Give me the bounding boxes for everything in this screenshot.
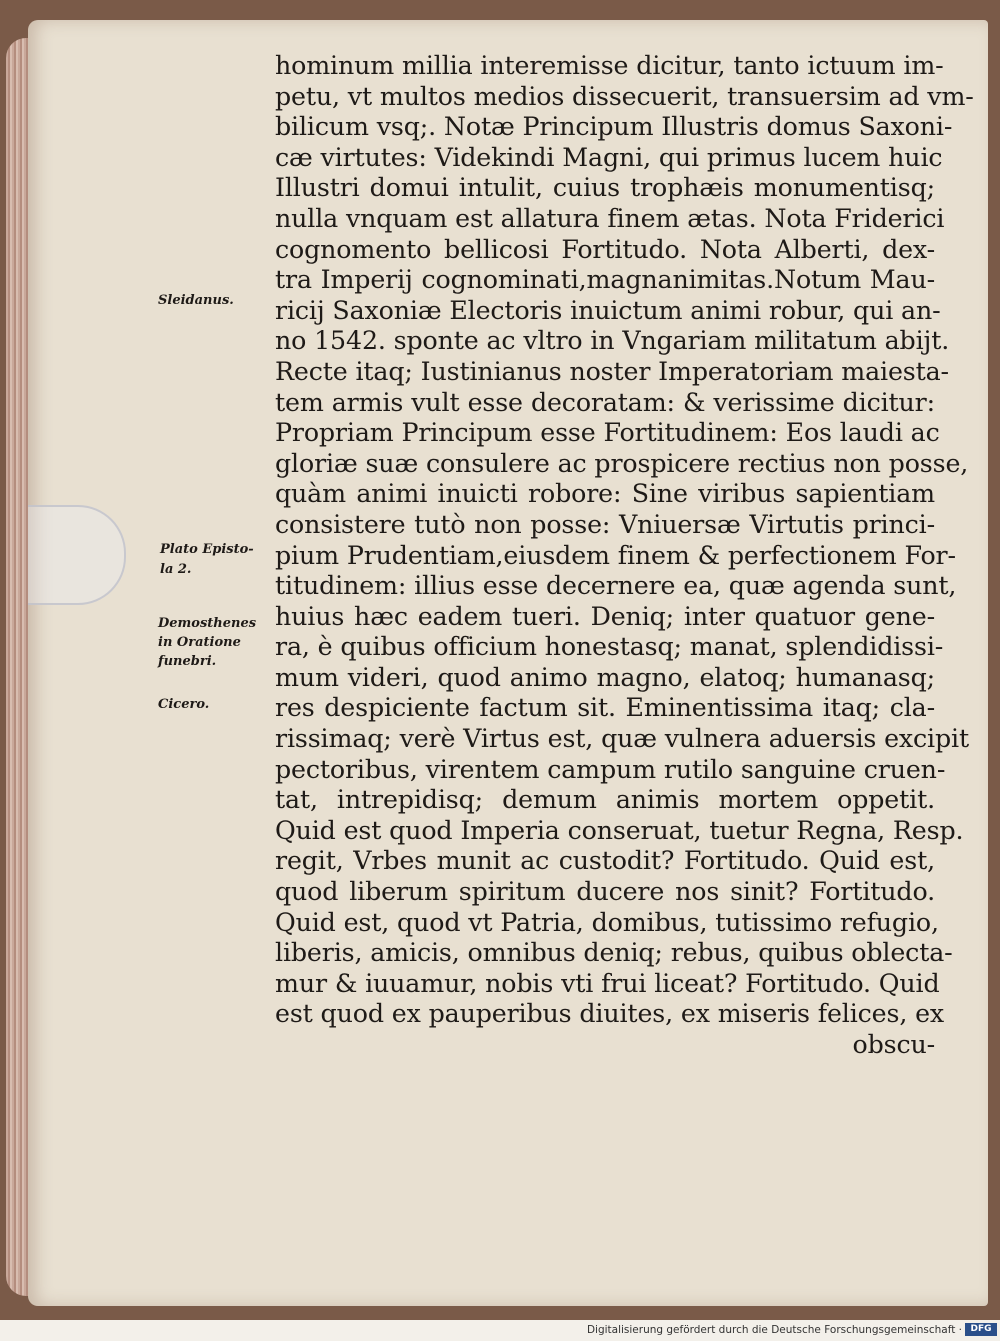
catchword: obscu- xyxy=(852,1030,935,1059)
text-line: pium Prudentiam,eiusdem finem & perfectionem For- xyxy=(275,540,956,570)
marginal-note-sleidanus: Sleidanus. xyxy=(158,293,234,308)
text-line: consistere tutò non posse: Vniuersæ Virtutis princi- xyxy=(275,509,935,539)
footer-credit: Digitalisierung gefördert durch die Deutsche Forschungsgemeinschaft · xyxy=(586,1324,962,1336)
marginal-note-plato-1: Plato Episto- xyxy=(160,542,254,557)
marginal-note-demosthenes-3: funebri. xyxy=(158,654,217,669)
text-line: petu, vt multos medios dissecuerit, transuersim ad vm- xyxy=(275,81,974,111)
text-line: tra Imperij cognominati,magnanimitas.Notum Mau- xyxy=(275,265,935,295)
text-line: mum videri, quod animo magno, elatoq; humanasq; xyxy=(275,662,935,692)
text-line: bilicum vsq;. Notæ Principum Illustris domus Saxoni- xyxy=(275,112,953,142)
footer-bar xyxy=(0,1320,1000,1341)
text-line: nulla vnquam est allatura finem ætas. Nota Friderici xyxy=(275,203,945,233)
text-line: mur & iuuamur, nobis vti frui liceat? Fortitudo. Quid xyxy=(275,968,940,998)
marginal-note-demosthenes-1: Demosthenes xyxy=(158,616,257,631)
dfg-logo-icon: DFG xyxy=(965,1323,997,1336)
main-text xyxy=(275,51,974,1061)
text-line: quàm animi inuicti robore: Sine viribus sapientiam xyxy=(275,479,935,509)
marginal-note-plato-2: la 2. xyxy=(160,562,192,577)
text-line: hominum millia interemisse dicitur, tanto ictuum im- xyxy=(275,51,944,80)
text-line: est quod ex pauperibus diuites, ex miseris felices, ex xyxy=(275,999,945,1029)
marginal-note-demosthenes-2: in Oratione xyxy=(158,635,241,650)
text-line: tat, intrepidisq; demum animis mortem oppetit. xyxy=(275,785,935,815)
text-line: huius hæc eadem tueri. Deniq; inter quatuor gene- xyxy=(275,601,935,631)
text-line: regit, Vrbes munit ac custodit? Fortitudo. Quid est, xyxy=(275,846,935,876)
text-line: cognomento bellicosi Fortitudo. Nota Alberti, dex- xyxy=(275,234,935,264)
marginal-note-cicero: Cicero. xyxy=(158,697,210,712)
text-line: titudinem: illius esse decernere ea, quæ agenda sunt, xyxy=(275,571,957,601)
text-line: ra, è quibus officium honestasq; manat, splendidissi- xyxy=(275,632,944,662)
text-line: no 1542. sponte ac vltro in Vngariam militatum abijt. xyxy=(275,326,950,356)
text-line: Illustri domui intulit, cuius trophæis monumentisq; xyxy=(275,173,935,203)
text-line: Quid est quod Imperia conseruat, tuetur Regna, Resp. xyxy=(275,815,964,845)
text-line: Propriam Principum esse Fortitudinem: Eos laudi ac xyxy=(275,418,940,448)
text-line: liberis, amicis, omnibus deniq; rebus, quibus oblecta- xyxy=(275,938,953,968)
text-line: Quid est, quod vt Patria, domibus, tutissimo refugio, xyxy=(275,907,939,937)
text-line: cæ virtutes: Videkindi Magni, qui primus lucem huic xyxy=(275,142,943,172)
text-line: Recte itaq; Iustinianus noster Imperatoriam maiesta- xyxy=(275,356,949,386)
text-line: gloriæ suæ consulere ac prospicere rectius non posse, xyxy=(275,448,969,478)
text-line: tem armis vult esse decoratam: & verissime dicitur: xyxy=(275,387,935,417)
page-clip-icon xyxy=(28,505,126,605)
text-line: ricij Saxoniæ Electoris inuictum animi robur, qui an- xyxy=(275,295,941,325)
text-line: quod liberum spiritum ducere nos sinit? Fortitudo. xyxy=(275,877,935,907)
text-line: res despiciente factum sit. Eminentissima itaq; cla- xyxy=(275,693,935,723)
text-line: rissimaq; verè Virtus est, quæ vulnera aduersis excipit xyxy=(275,724,969,754)
text-line: pectoribus, virentem campum rutilo sanguine cruen- xyxy=(275,754,946,784)
